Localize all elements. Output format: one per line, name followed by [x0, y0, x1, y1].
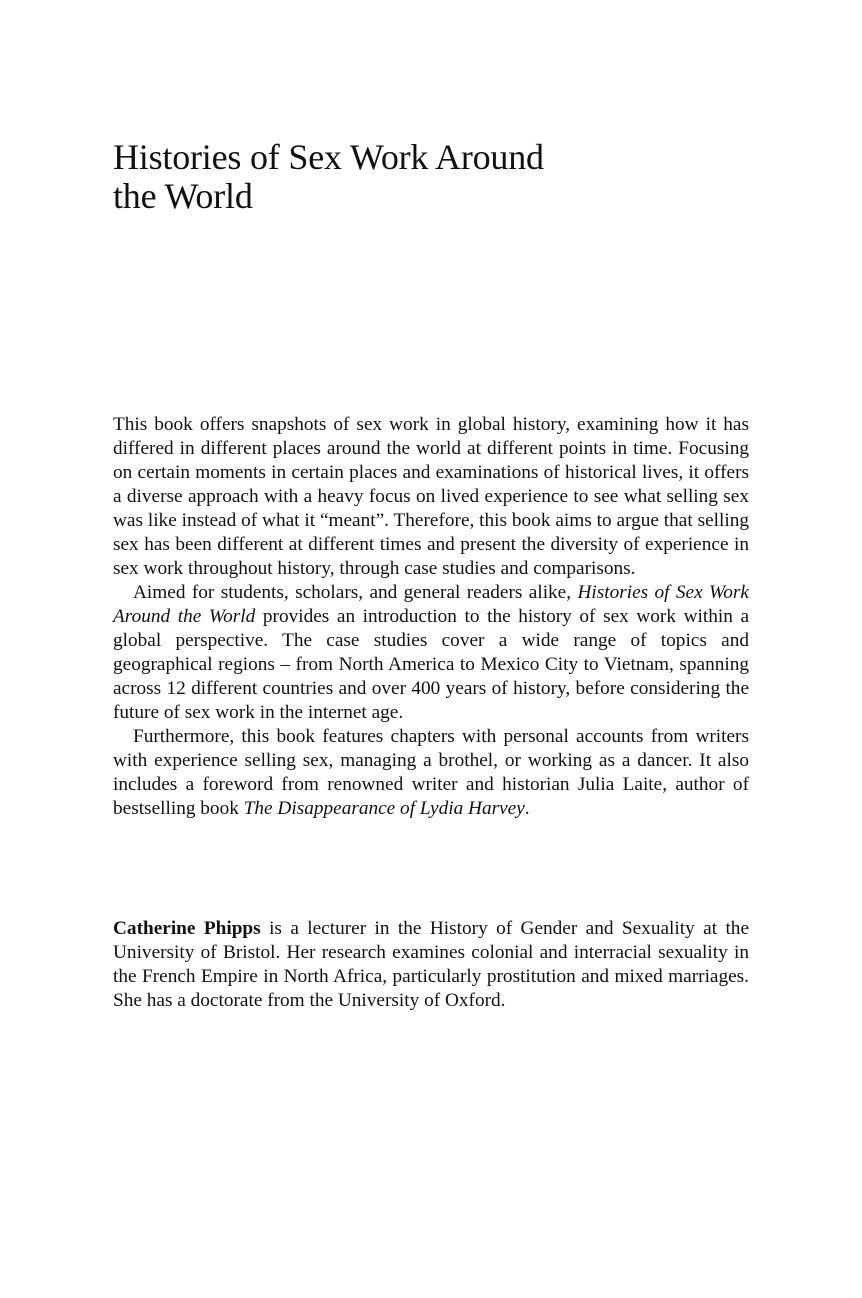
author-bio-text: is a lecturer in the History of Gender and Sexuality at the University of Bristol. Her research examines colonial and interracial sexuality in the French Empire in North Africa, particularly prostitution and mixed marriages. She has a doctorate from the University of Oxford.	[113, 918, 749, 1011]
author-bio	[113, 917, 749, 1013]
paragraph-3-text-end: .	[524, 798, 530, 819]
paragraph-3-text-start: Furthermore, this book features chapters with personal accounts from writers with experience selling sex, managing a brothel, or working as a dancer. It also includes a foreword from renowned writer and historian Julia Laite, author of bestselling book	[113, 726, 749, 819]
paragraph-2-text-end: provides an introduction to the history of sex work within a global perspective. The case studies cover a wide range of topics and geographical regions – from North America to Mexico City to Vietnam, spanning across 12 different countries and over 400 years of history, before considering the future of sex work in the internet age.	[113, 606, 749, 723]
referenced-book-title: The Disappearance of Lydia Harvey	[243, 798, 525, 819]
description	[113, 413, 749, 821]
book-title-italic: Histories of Sex Work Around the World	[113, 582, 749, 627]
paragraph-1: This book offers snapshots of sex work in global history, examining how it has differed in different places around the world at different points in time. Focusing on certain moments in certain places and examinations of historical lives, it offers a diverse approach with a heavy focus on lived experience to see what selling sex was like instead of what it “meant”. Therefore, this book aims to argue that selling sex has been different at different times and present the diversity of experience in sex work throughout history, through case studies and comparisons.	[113, 414, 749, 579]
paragraph-2-text-start: Aimed for students, scholars, and general readers alike,	[133, 582, 578, 603]
page-title	[113, 138, 753, 216]
paragraph-3	[113, 725, 749, 821]
title-line-1: Histories of Sex Work Around	[113, 137, 544, 177]
paragraph-2	[113, 581, 749, 725]
title-line-2: the World	[113, 176, 253, 216]
author-name: Catherine Phipps	[113, 918, 261, 939]
